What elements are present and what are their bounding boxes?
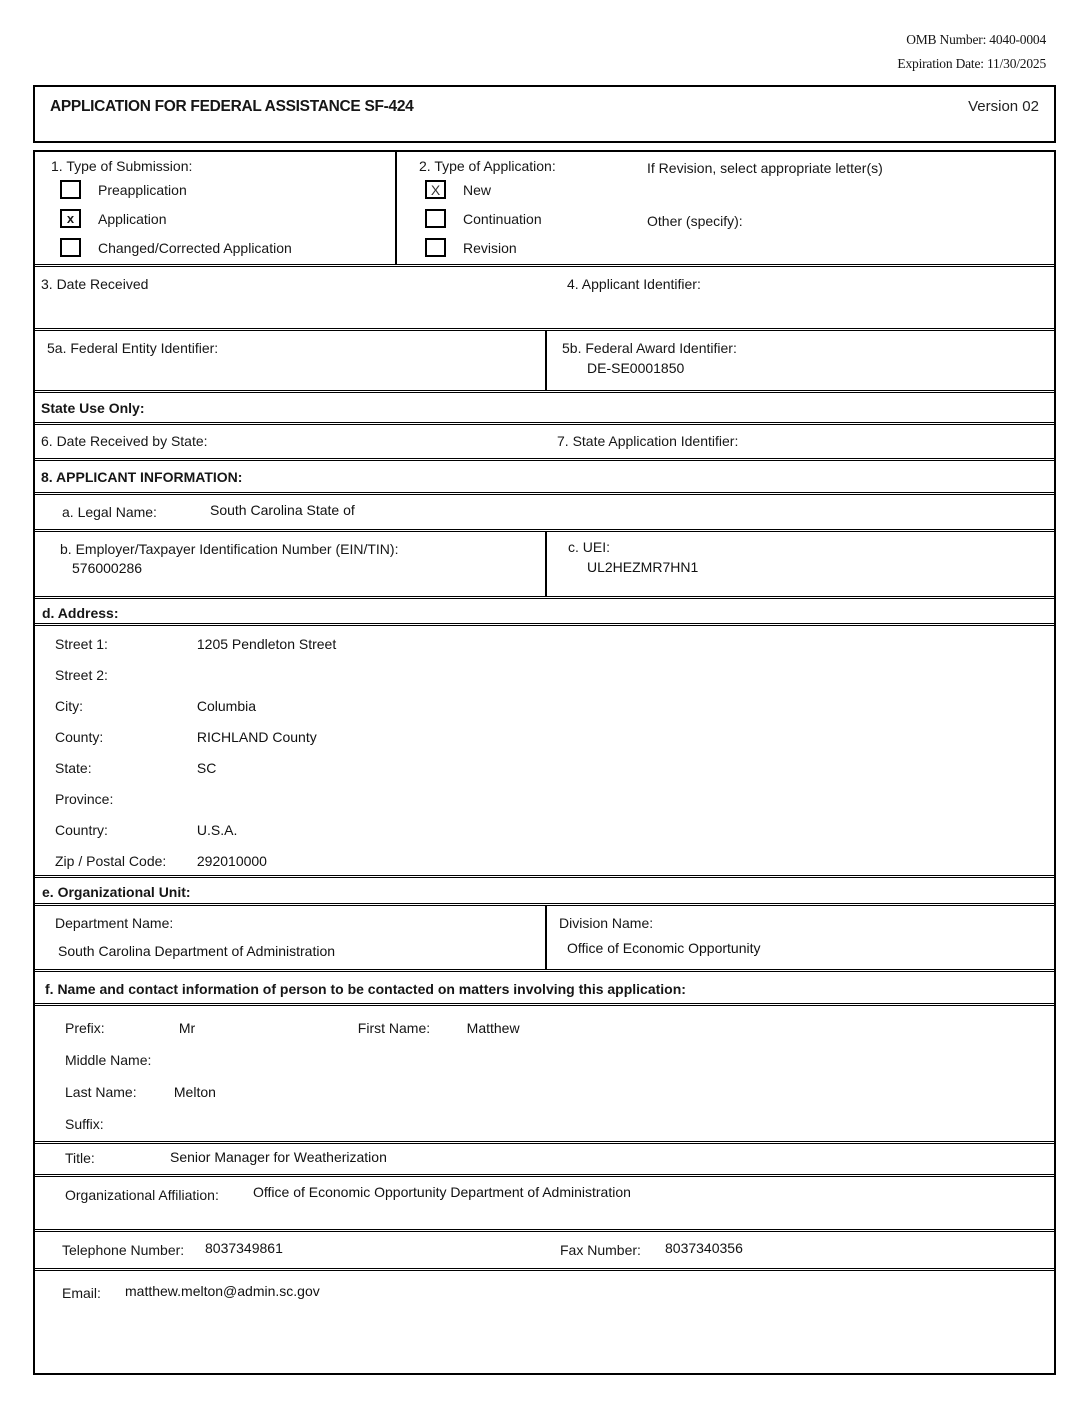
changed-corrected-label: Changed/Corrected Application xyxy=(98,239,292,256)
org-unit-header: e. Organizational Unit: xyxy=(42,884,191,900)
country-label: Country: xyxy=(55,822,108,838)
middle-name-label: Middle Name: xyxy=(65,1052,152,1068)
revision-label: Revision xyxy=(463,239,517,256)
state-use-only-label: State Use Only: xyxy=(41,400,145,416)
new-checkbox[interactable]: X xyxy=(425,180,446,199)
row-phone-fax xyxy=(35,1229,1054,1268)
county-value[interactable]: RICHLAND County xyxy=(196,729,317,745)
row-department-division xyxy=(35,903,1054,969)
street1-row xyxy=(35,636,1054,667)
state-application-identifier-label: 7. State Application Identifier: xyxy=(557,433,739,449)
contact-names-block xyxy=(35,1003,1054,1141)
city-row xyxy=(35,698,1054,729)
row-state-use-only xyxy=(35,390,1054,422)
prefix-label: Prefix: xyxy=(65,1020,105,1036)
row-applicant-information-header xyxy=(35,458,1054,492)
prefix-value[interactable]: Mr xyxy=(178,1020,196,1036)
department-name-value[interactable]: South Carolina Department of Administration xyxy=(58,943,336,959)
continuation-label: Continuation xyxy=(463,210,542,227)
option-changed-corrected xyxy=(60,238,395,257)
contact-title-value[interactable]: Senior Manager for Weatherization xyxy=(170,1149,387,1165)
last-name-label: Last Name: xyxy=(65,1084,137,1100)
first-name-label: First Name: xyxy=(357,1020,431,1036)
omb-expiration-date: Expiration Date: 11/30/2025 xyxy=(897,56,1046,71)
prefix-row xyxy=(35,1020,1054,1052)
division-name-value[interactable]: Office of Economic Opportunity xyxy=(567,940,761,956)
type-of-application-section xyxy=(397,152,1054,264)
option-preapplication xyxy=(60,180,395,199)
changed-corrected-checkbox[interactable] xyxy=(60,238,81,257)
if-revision-note: If Revision, select appropriate letter(s) xyxy=(647,160,883,176)
type-of-submission-label: 1. Type of Submission: xyxy=(51,158,193,174)
row-org-unit-header xyxy=(35,875,1054,903)
omb-header-block xyxy=(897,28,1046,76)
fax-label: Fax Number: xyxy=(560,1242,641,1258)
division-name-label: Division Name: xyxy=(559,915,654,931)
legal-name-label: a. Legal Name: xyxy=(62,504,157,520)
revision-checkbox[interactable] xyxy=(425,238,446,257)
row-legal-name xyxy=(35,492,1054,529)
applicant-identifier-label: 4. Applicant Identifier: xyxy=(567,276,701,292)
new-label: New xyxy=(463,181,492,198)
contact-title-label: Title: xyxy=(65,1150,95,1166)
zip-label: Zip / Postal Code: xyxy=(55,853,167,869)
city-label: City: xyxy=(55,698,83,714)
preapplication-label: Preapplication xyxy=(98,181,187,198)
county-label: County: xyxy=(55,729,104,745)
applicant-information-header: 8. APPLICANT INFORMATION: xyxy=(41,469,243,485)
street2-row xyxy=(35,667,1054,698)
form-title: APPLICATION FOR FEDERAL ASSISTANCE SF-424 xyxy=(50,98,414,115)
row-org-affiliation xyxy=(35,1174,1054,1229)
street2-label: Street 2: xyxy=(55,667,108,683)
province-label: Province: xyxy=(55,791,114,807)
contact-header: f. Name and contact information of person to be contacted on matters involving this application: xyxy=(45,981,686,997)
date-received-by-state-label: 6. Date Received by State: xyxy=(41,433,208,449)
telephone-label: Telephone Number: xyxy=(62,1242,185,1258)
option-application xyxy=(60,209,395,228)
org-affiliation-label: Organizational Affiliation: xyxy=(65,1187,219,1203)
fax-value[interactable]: 8037340356 xyxy=(665,1240,743,1256)
ein-label: b. Employer/Taxpayer Identification Number (EIN/TIN): xyxy=(60,541,399,557)
row-email xyxy=(35,1268,1054,1373)
uei-label: c. UEI: xyxy=(568,539,611,555)
state-label: State: xyxy=(55,760,92,776)
application-checkbox[interactable]: x xyxy=(60,209,81,228)
street1-value[interactable]: 1205 Pendleton Street xyxy=(196,636,337,652)
state-row xyxy=(35,760,1054,791)
email-label: Email: xyxy=(62,1285,101,1301)
row-ein-uei xyxy=(35,529,1054,596)
row-state-dates xyxy=(35,422,1054,458)
street1-label: Street 1: xyxy=(55,636,108,652)
ein-value[interactable]: 576000286 xyxy=(72,560,143,576)
federal-award-identifier-value[interactable]: DE-SE0001850 xyxy=(587,360,685,376)
first-name-value[interactable]: Matthew xyxy=(466,1020,520,1036)
form-title-bar xyxy=(33,85,1056,143)
country-value[interactable]: U.S.A. xyxy=(196,822,238,838)
country-row xyxy=(35,822,1054,853)
suffix-label: Suffix: xyxy=(65,1116,104,1132)
last-name-row xyxy=(35,1084,1054,1116)
legal-name-value[interactable]: South Carolina State of xyxy=(210,502,355,518)
row-federal-identifiers xyxy=(35,328,1054,390)
sf424-form-body xyxy=(33,150,1056,1375)
row-type-sections xyxy=(35,152,1054,264)
row-contact-header xyxy=(35,969,1054,1003)
department-name-label: Department Name: xyxy=(55,915,174,931)
federal-entity-identifier-label: 5a. Federal Entity Identifier: xyxy=(47,340,219,356)
row-contact-title xyxy=(35,1141,1054,1174)
middle-name-row xyxy=(35,1052,1054,1084)
last-name-value[interactable]: Melton xyxy=(173,1084,216,1100)
application-label: Application xyxy=(98,210,167,227)
county-row xyxy=(35,729,1054,760)
state-value[interactable]: SC xyxy=(196,760,217,776)
uei-value[interactable]: UL2HEZMR7HN1 xyxy=(587,559,699,575)
option-revision xyxy=(425,238,1054,257)
zip-value[interactable]: 292010000 xyxy=(196,853,267,869)
telephone-value[interactable]: 8037349861 xyxy=(205,1240,283,1256)
address-block xyxy=(35,623,1054,875)
address-header: d. Address: xyxy=(42,605,119,621)
federal-award-identifier-label: 5b. Federal Award Identifier: xyxy=(562,340,737,356)
type-of-submission-section xyxy=(35,152,397,264)
org-affiliation-value[interactable]: Office of Economic Opportunity Department of Administration xyxy=(253,1184,631,1200)
date-received-label: 3. Date Received xyxy=(41,276,149,292)
preapplication-checkbox[interactable] xyxy=(60,180,81,199)
other-specify-label: Other (specify): xyxy=(647,213,743,229)
form-version: Version 02 xyxy=(968,98,1039,115)
email-value[interactable]: matthew.melton@admin.sc.gov xyxy=(125,1283,320,1299)
continuation-checkbox[interactable] xyxy=(425,209,446,228)
row-date-received xyxy=(35,264,1054,328)
row-address-header xyxy=(35,596,1054,623)
type-of-application-label: 2. Type of Application: xyxy=(419,158,556,174)
province-row xyxy=(35,791,1054,822)
option-new xyxy=(425,180,1054,199)
city-value[interactable]: Columbia xyxy=(196,698,257,714)
omb-number: OMB Number: 4040-0004 xyxy=(906,32,1046,47)
